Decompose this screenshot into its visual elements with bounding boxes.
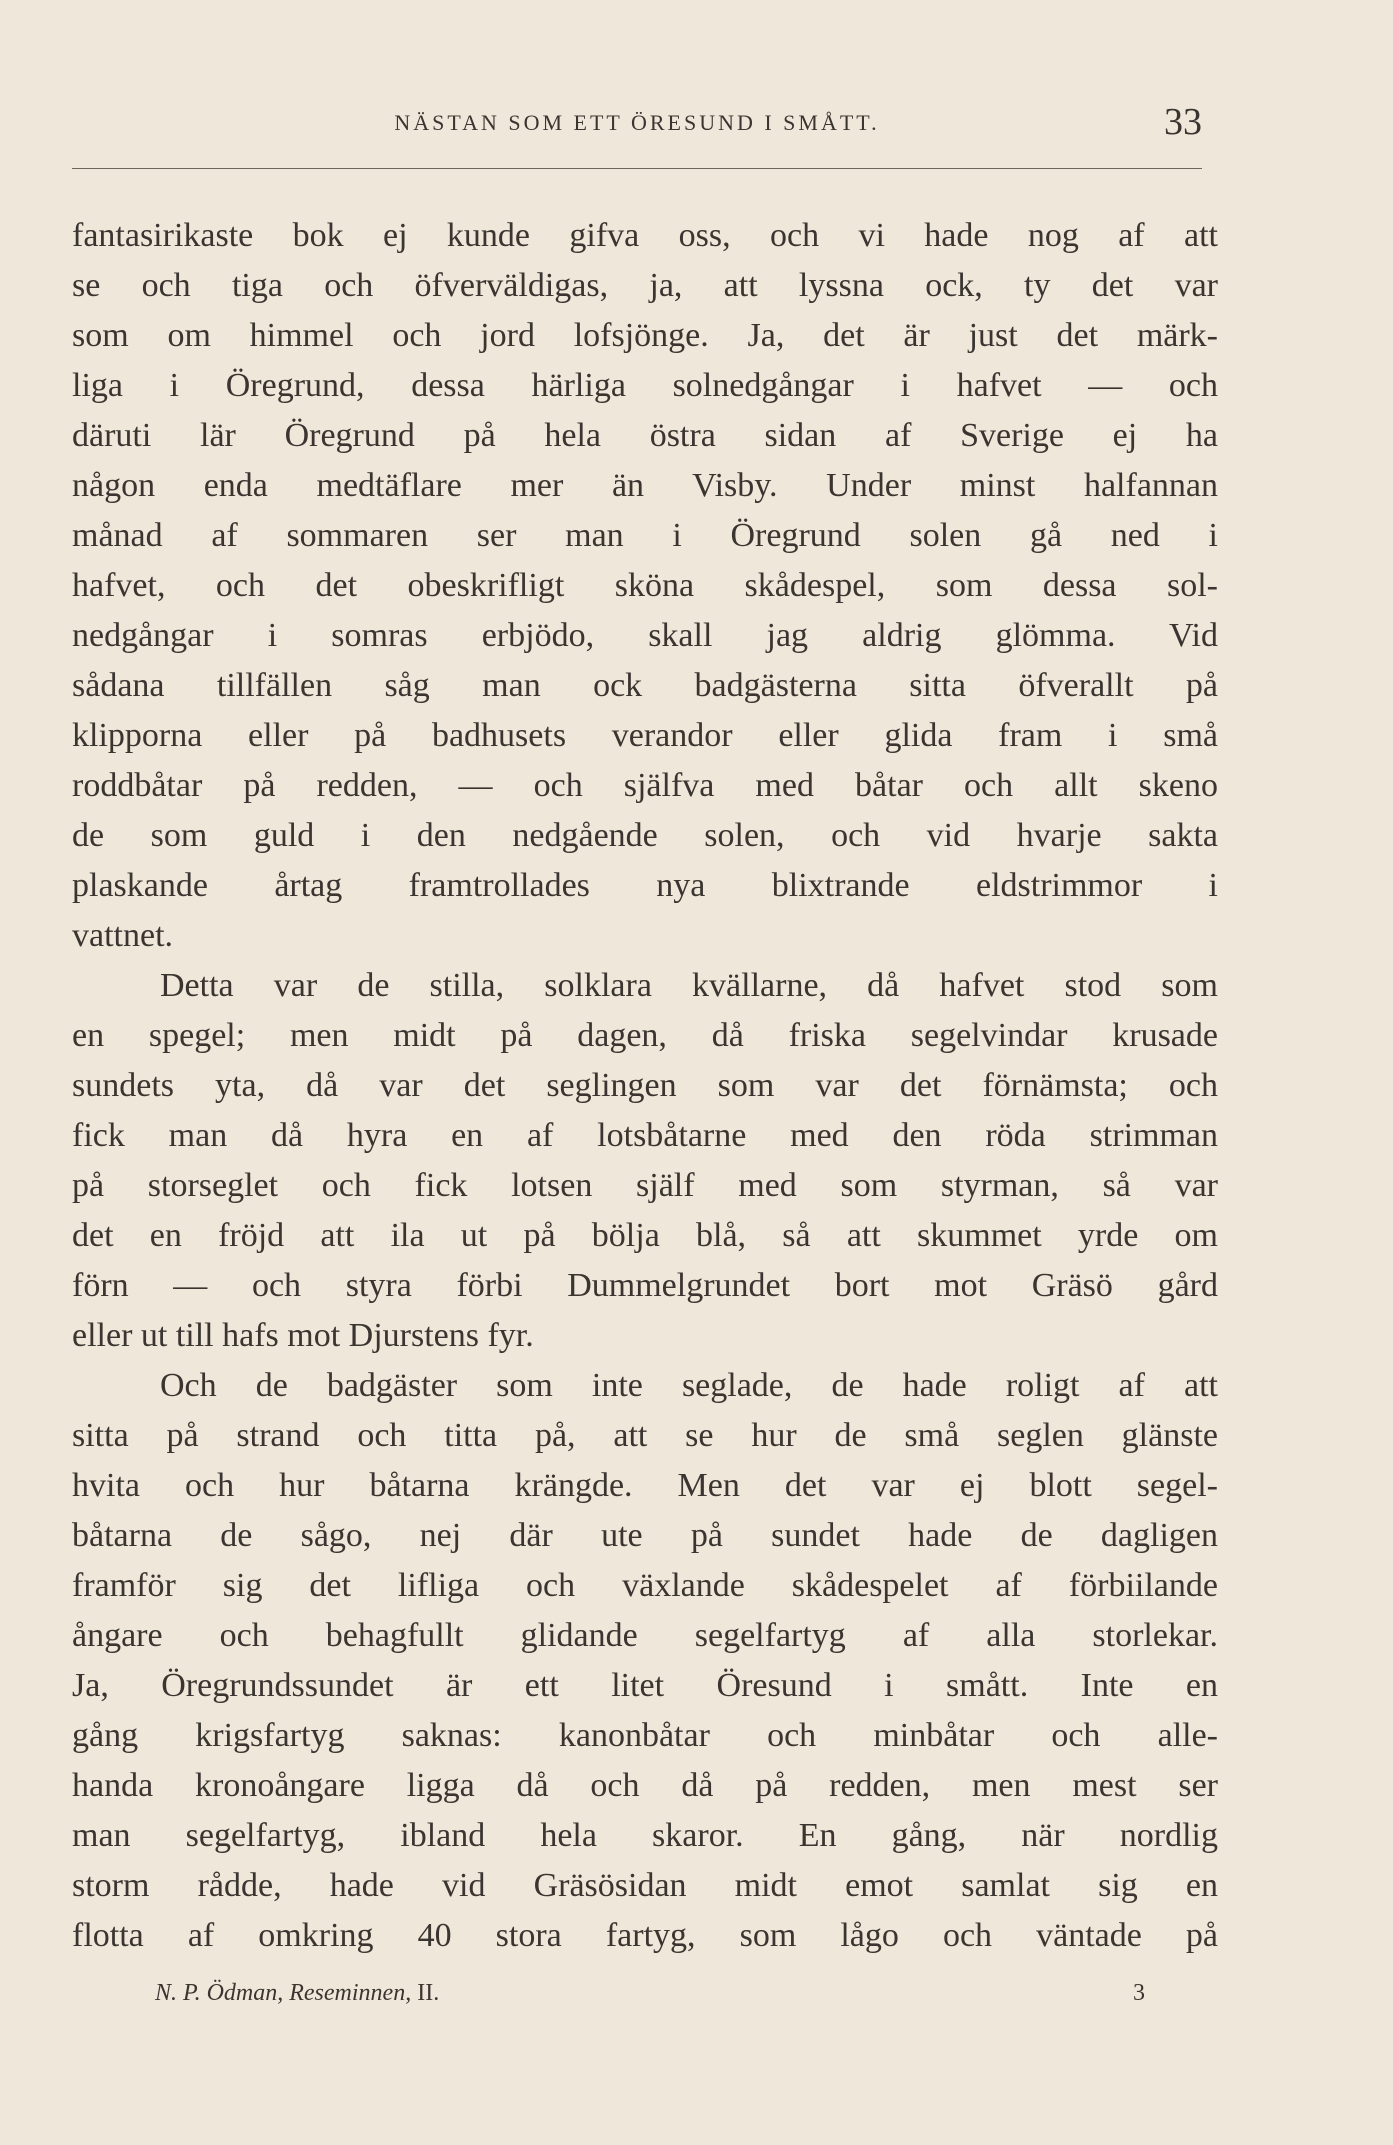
text-line: fick man då hyra en af lotsbåtarne med den röda strimman <box>72 1117 1218 1154</box>
text-line: de som guld i den nedgående solen, och vid hvarje sakta <box>72 817 1218 854</box>
text-line: en spegel; men midt på dagen, då friska segelvindar krusade <box>72 1017 1218 1054</box>
text-line: handa kronoångare ligga då och då på redden, men mest ser <box>72 1767 1218 1804</box>
text-line: som om himmel och jord lofsjönge. Ja, det är just det märk- <box>72 317 1218 354</box>
signature-volume: II. <box>417 1980 440 2006</box>
text-line: nedgångar i somras erbjödo, skall jag aldrig glömma. Vid <box>72 617 1218 654</box>
paragraph-start-line: Detta var de stilla, solklara kvällarne, då hafvet stod som <box>160 967 1218 1004</box>
text-line: se och tiga och öfverväldigas, ja, att lyssna ock, ty det var <box>72 267 1218 304</box>
page-number: 33 <box>1164 101 1202 143</box>
text-line: framför sig det lifliga och växlande skådespelet af förbiilande <box>72 1567 1218 1604</box>
text-line: däruti lär Öregrund på hela östra sidan af Sverige ej ha <box>72 417 1218 454</box>
text-line: förn — och styra förbi Dummelgrundet bort mot Gräsö gård <box>72 1267 1218 1304</box>
text-line: plaskande årtag framtrollades nya blixtrande eldstrimmor i <box>72 867 1218 904</box>
text-line: hvita och hur båtarna krängde. Men det var ej blott segel- <box>72 1467 1218 1504</box>
text-line: man segelfartyg, ibland hela skaror. En gång, när nordlig <box>72 1817 1218 1854</box>
running-title: NÄSTAN SOM ETT ÖRESUND I SMÅTT. <box>394 110 880 135</box>
header-rule <box>72 168 1202 169</box>
text-line: liga i Öregrund, dessa härliga solnedgångar i hafvet — och <box>72 367 1218 404</box>
signature-footer <box>155 1980 1145 2020</box>
paragraph-start-line: Och de badgäster som inte seglade, de hade roligt af att <box>160 1367 1218 1404</box>
printer-signature <box>155 1980 439 2007</box>
text-line: sådana tillfällen såg man ock badgästerna sitta öfverallt på <box>72 667 1218 704</box>
text-line: hafvet, och det obeskrifligt sköna skådespel, som dessa sol- <box>72 567 1218 604</box>
text-line: på storseglet och fick lotsen själf med som styrman, så var <box>72 1167 1218 1204</box>
text-line: klipporna eller på badhusets verandor eller glida fram i små <box>72 717 1218 754</box>
text-line: ångare och behagfullt glidande segelfartyg af alla storlekar. <box>72 1617 1218 1654</box>
text-line: gång krigsfartyg saknas: kanonbåtar och minbåtar och alle- <box>72 1717 1218 1754</box>
text-line: sitta på strand och titta på, att se hur de små seglen glänste <box>72 1417 1218 1454</box>
text-line: båtarna de sågo, nej där ute på sundet hade de dagligen <box>72 1517 1218 1554</box>
text-line: flotta af omkring 40 stora fartyg, som lågo och väntade på <box>72 1917 1218 1954</box>
text-line: roddbåtar på redden, — och själfva med båtar och allt skeno <box>72 767 1218 804</box>
text-line: det en fröjd att ila ut på bölja blå, så att skummet yrde om <box>72 1217 1218 1254</box>
text-line: någon enda medtäflare mer än Visby. Under minst halfannan <box>72 467 1218 504</box>
paragraph-end-line: eller ut till hafs mot Djurstens fyr. <box>72 1317 534 1354</box>
text-line: Ja, Öregrundssundet är ett litet Öresund i smått. Inte en <box>72 1667 1218 1704</box>
running-head <box>72 100 1202 150</box>
body-text <box>72 211 1218 1961</box>
paragraph-end-line: vattnet. <box>72 917 174 954</box>
signature-author-title: N. P. Ödman, Reseminnen, <box>155 1980 412 2006</box>
text-line: sundets yta, då var det seglingen som var det förnämsta; och <box>72 1067 1218 1104</box>
signature-number: 3 <box>1133 1980 1145 2006</box>
text-line: månad af sommaren ser man i Öregrund solen gå ned i <box>72 517 1218 554</box>
text-line: fantasirikaste bok ej kunde gifva oss, och vi hade nog af att <box>72 217 1218 254</box>
text-line: storm rådde, hade vid Gräsösidan midt emot samlat sig en <box>72 1867 1218 1904</box>
